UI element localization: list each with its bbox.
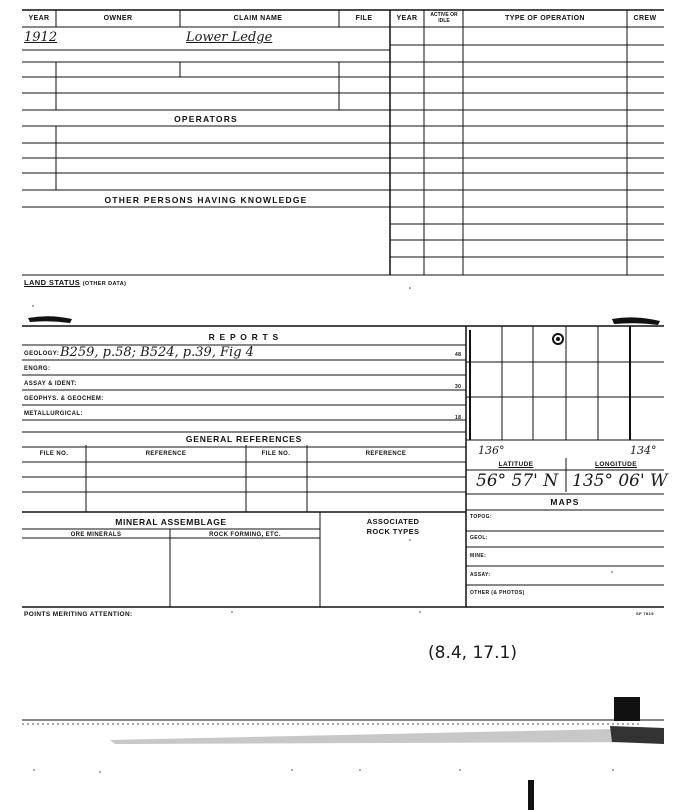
maps-row-topog: TOPOG: <box>470 514 493 520</box>
longitude-left-mark: 136° <box>478 444 505 457</box>
associated-header: ASSOCIATED <box>366 517 420 526</box>
section-operators: OPERATORS <box>174 114 238 124</box>
maps-row-mine: MINE: <box>470 553 487 559</box>
maps-title: MAPS <box>550 497 580 507</box>
header-file: FILE <box>355 15 373 22</box>
mineral-assemblage-title: MINERAL ASSEMBLAGE <box>115 517 227 527</box>
report-geology-num: 48 <box>455 352 462 358</box>
header-crew: CREW <box>633 15 657 22</box>
latitude-value: 56° 57' N <box>476 471 559 491</box>
land-status-sub: (OTHER DATA) <box>82 281 127 287</box>
report-assay-num: 30 <box>455 384 462 390</box>
header-year-2: YEAR <box>396 15 418 22</box>
report-geology-label: GEOLOGY: <box>24 351 60 357</box>
maps-row-geol: GEOL: <box>470 535 488 541</box>
header-owner: OWNER <box>103 15 133 22</box>
report-assay-label: ASSAY & IDENT: <box>24 381 77 387</box>
header-year: YEAR <box>28 15 50 22</box>
reports-title: R E P O R T S <box>208 332 280 342</box>
points-meriting-attention: POINTS MERITING ATTENTION: <box>24 611 133 618</box>
maps-row-assay: ASSAY: <box>470 572 491 578</box>
rock-forming-header: ROCK FORMING, ETC. <box>209 532 281 538</box>
longitude-label: LONGITUDE <box>595 461 637 468</box>
general-references-title: GENERAL REFERENCES <box>185 434 303 444</box>
section-land-status <box>24 279 126 288</box>
form-number: SF 7819 <box>636 611 654 616</box>
report-geology-value: B259, p.58; B524, p.39, Fig 4 <box>60 345 254 360</box>
header-type-of-operation: TYPE OF OPERATION <box>505 15 585 22</box>
entry-claim-name: Lower Ledge <box>186 30 273 45</box>
latitude-label: LATITUDE <box>498 461 534 468</box>
header-claim-name: CLAIM NAME <box>233 15 283 22</box>
section-other-persons: OTHER PERSONS HAVING KNOWLEDGE <box>104 195 308 205</box>
report-metallurgical-num: 18 <box>455 415 462 421</box>
ref-header-reference-2: REFERENCE <box>365 451 407 457</box>
ref-header-file-no-2: FILE NO. <box>261 451 291 457</box>
entry-year: 1912 <box>24 30 58 45</box>
ref-header-reference: REFERENCE <box>145 451 187 457</box>
header-active-or-idle: ACTIVE OR IDLE <box>430 12 458 24</box>
ore-minerals-header: ORE MINERALS <box>70 532 122 538</box>
maps-row-other: OTHER (& PHOTOS) <box>470 590 525 596</box>
rock-types-header: ROCK TYPES <box>366 527 420 536</box>
land-status-label: LAND STATUS <box>24 278 81 287</box>
longitude-right-mark: 134° <box>630 444 657 457</box>
report-engrg-label: ENGRG: <box>24 366 51 372</box>
coordinates-note: (8.4, 17.1) <box>428 643 517 663</box>
report-metallurgical-label: METALLURGICAL: <box>24 411 83 417</box>
ref-header-file-no: FILE NO. <box>39 451 69 457</box>
report-geophys-label: GEOPHYS. & GEOCHEM: <box>24 396 104 402</box>
longitude-value: 135° 06' W <box>572 471 668 491</box>
